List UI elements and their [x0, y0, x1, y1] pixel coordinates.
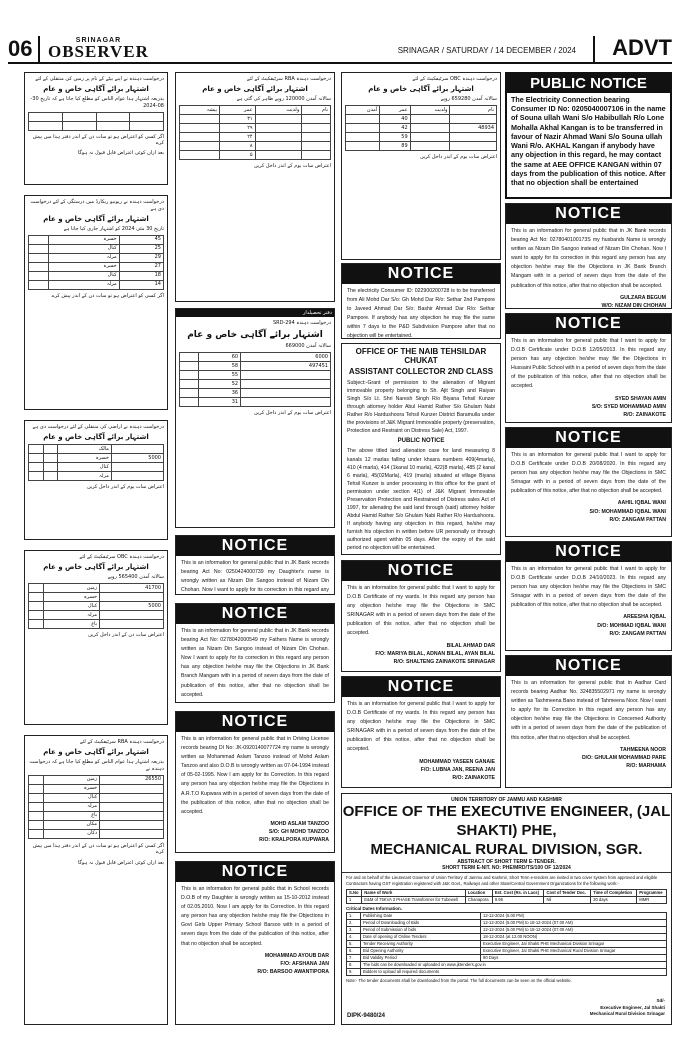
- page-number: 06: [8, 36, 33, 61]
- notice-signature: SYED SHAYAN AMIN: [614, 395, 666, 402]
- notice-ad: [341, 676, 501, 788]
- notice-body: This is an information for general public that I want to apply for D.O.B Certificate of my wards. In this regard any person has any objection he/she may file the Objections in SMC SRINAGAR with in a period of seven days from the date of the publication of this notice, after that no objection shall be accepted.: [347, 701, 495, 753]
- tender-cell: Bid Validity Period: [361, 955, 481, 962]
- notice-body: This is an information for general public that I want to apply for D.O.B Certificate under D.O.B 24/10/2023. In this regard any person has any objection he/she may file the Objections in SMC Srinagar with in a period of seven days from the date of the publication of this notice, after that no objection shall be accepted.: [511, 566, 666, 609]
- tender-col-header: Location: [465, 890, 492, 897]
- tender-title: OFFICE OF THE EXECUTIVE ENGINEER, (JAL SHAKTI) PHE,: [342, 803, 671, 839]
- tender-cell: 3.: [347, 927, 361, 934]
- tender-cell: 6.: [347, 948, 361, 955]
- urdu-ad-heading: اشتہار برائے آگاہی خاص و عام: [43, 747, 149, 756]
- tender-cell: Tender Receiving Authority: [361, 941, 481, 948]
- tender-cell: 18-12-2024 (at 12.00 NOON): [481, 934, 667, 941]
- tender-ad: [341, 793, 672, 1025]
- notice-signature: F/O: MARIYA BILAL, ADNAN BILAL, AYAN BILAL: [375, 650, 495, 657]
- urdu-ad-code: SRD-294: [272, 320, 295, 327]
- header-divider-right: [593, 36, 595, 62]
- tender-intro: For and on behalf of the Lieutenant Governor of Union Territory of Jammu and Kashmir, Short Term e-tenders are invited in two cover system from approved and eligible Contractors having GST registration registered with J&K Govt., Railways and other State/Central Government Organizations for the following work:-: [346, 875, 658, 887]
- urdu-table-cell: 58: [198, 361, 240, 370]
- tender-cell: 7.: [347, 955, 361, 962]
- urdu-table-cell: 26550: [100, 775, 164, 784]
- tender-col-header: Programme: [637, 890, 667, 897]
- notice-signature: D/O: MOHMAD IQBAL WANI: [597, 622, 666, 629]
- tender-division: MECHANICAL RURAL DIVISION, SGR.: [370, 840, 643, 858]
- tender-cell: Publishing Date: [361, 913, 481, 920]
- urdu-ad-heading: اشتہار برائے آگاہی خاص و عام: [202, 84, 308, 93]
- notice-signature: BILAL AHMAD DAR: [446, 642, 495, 649]
- masthead-name: OBSERVER: [48, 42, 149, 61]
- notice-signature: MOHAMMAD YASEEN GANAIE: [419, 758, 495, 765]
- urdu-ad: درخواست دہندہ RBA سرٹیفکیٹ کے لئے اشتہار برائے آگاہی خاص و عام سالانہ آمدن 120000 روپے ظاہر کی گئی ہے نام ولدیت عمر پیشہ ۳۱ ۲۹ ۲۴ ۸ ۵ اعتراض سات یوم کے اندر داخل کریں: [175, 72, 335, 302]
- urdu-table-cell: 31: [198, 397, 240, 406]
- urdu-ad-amount: 669000: [285, 343, 305, 350]
- tender-cell: Executive Engineer, Jal Shakti PHE Mechanical Rural Division Srinagar: [481, 948, 667, 955]
- notice-banner: NOTICE: [176, 862, 334, 882]
- notice-ad: [175, 603, 335, 703]
- urdu-ad: درخواست دہندہ نے ریونیو ریکارڈ میں درستگی کے لئے درخواست دی ہے اشتہار برائے آگاہی خاص و عام تاریخ 30 مئی 2024 کو اشتہار جاری کیا جاتا ہے 45 خسرہ 25 کنال 29 مرلہ 27 خسرہ 18 کنال 14 مرلہ اگر کسی کو اعتراض ہو تو سات دن کے اندر پیش کرے: [24, 195, 168, 410]
- public-notice-title: PUBLIC NOTICE: [507, 74, 670, 93]
- notice-ad: [505, 541, 672, 651]
- tender-sign-line: Mechanical Rural Division Srinagar: [589, 1011, 665, 1017]
- tender-cell: Bidders to upload all required documents: [361, 969, 667, 976]
- urdu-table-cell: 41700: [100, 583, 164, 592]
- notice-ad: [505, 313, 672, 423]
- notice-banner: NOTICE: [176, 536, 334, 556]
- urdu-ad-tag: OBC: [450, 76, 461, 82]
- tender-cell: Date of opening of Online Tenders: [361, 934, 481, 941]
- notice-body: This is an information for general public that I want to apply for D.O.B Certificate under D.O.B 12/05/2013. In this regard any person has any objection he/she may file the Objections in Hussaini Public School with in a period of seven days from the date of the publication of this notice, after that no objection shall be accepted.: [511, 338, 666, 390]
- tender-ut: UNION TERRITORY OF JAMMU AND KASHMIR: [451, 797, 562, 803]
- urdu-ad-tag: OBC: [117, 554, 128, 560]
- tender-col-header: S.No: [347, 890, 362, 897]
- urdu-ad-heading: اشتہار برائے آگاہی خاص و عام: [43, 84, 149, 93]
- notice-body: This is an information for general public that in JK Bank records bearing Act No: 0250424000739 my Daughter's name is wrongly written as Nizam Din Sangoo instead of Nizam Din Chohan. Now I want to apply for its correction in this regard any: [181, 560, 329, 594]
- notice-signature: R/O: MARHAMA: [626, 763, 666, 770]
- urdu-ad: درخواست دہندہ RBA سرٹیفکیٹ کے لئے اشتہار برائے آگاہی خاص و عام بذریعہ اشتہار ہذا عوام الناس کو مطلع کیا جاتا ہے کہ درخواست دہندہ نے 26550 زمین خسرہ کنال مرلہ باغ مکان دکان اگر کسی کو اعتراض ہو تو سات دن کے اندر دفتر ہذا میں پیش کرے بعد ازاں کوئی اعتراض قابل قبول نہ ہوگا: [24, 735, 168, 1025]
- urdu-table-cell: 55: [198, 370, 240, 379]
- urdu-table-cell: 29: [119, 253, 163, 262]
- notice-body: This is an information for general public that in Aadhar Card records bearing Aadhar No. 324835502971 my name is wrongly written as Tashmeena Bano instead of Tahmeena Noor. Now I want to apply for its Correction in this regard any person has any objection he/she may file the Objections in Concerned Authority with in a period of seven days from the date of the publication of this notice, after that no objection shall be accepted.: [511, 680, 666, 741]
- urdu-ad-amount: 659280: [451, 96, 471, 103]
- tender-cell: 9.: [347, 969, 361, 976]
- tender-cell: Executive Engineer, Jal Shakti PHE Mechanical Division Srinagar: [481, 941, 667, 948]
- urdu-table-cell: 497451: [241, 361, 331, 370]
- notice-banner: NOTICE: [506, 656, 671, 676]
- notice-ad: [505, 655, 672, 788]
- urdu-table-cell: 48934: [450, 123, 497, 132]
- urdu-table-cell: 45: [119, 235, 163, 244]
- tender-cell: 12-12-2024 (5.00 PM): [481, 913, 667, 920]
- urdu-table-cell: 52: [198, 379, 240, 388]
- tender-dates-table: [346, 912, 667, 976]
- urdu-ad-heading: اشتہار برائے آگاہی خاص و عام: [43, 562, 149, 571]
- notice-signature: MOHAMMAD AYOUB DAR: [264, 952, 329, 959]
- notice-signature: R/O: ZANGAM PATTAN: [609, 631, 666, 638]
- urdu-table-cell: 42: [380, 123, 410, 132]
- tender-col-header: Time of Completion: [591, 890, 637, 897]
- urdu-table-cell: 40: [380, 114, 410, 123]
- tender-cell: 8.: [347, 962, 361, 969]
- masthead: [8, 34, 672, 64]
- tender-cell: 1.: [347, 913, 361, 920]
- tender-cell: 2.: [347, 920, 361, 927]
- notice-signature: AREESHA IQBAL: [623, 614, 666, 621]
- urdu-ad-heading: اشتہار برائے آگاہی خاص و عام: [368, 84, 474, 93]
- urdu-ad-tag: RBA: [284, 76, 295, 82]
- urdu-table-cell: 14: [119, 280, 163, 289]
- tender-cell: 30 days: [591, 897, 637, 904]
- public-notice-body: The Electricity Connection bearing Consumer ID No: 0205040007106 in the name of Souna ullah Wani S/o Habibullah R/o Lone Mohalla Akhal Kangan is to be transferred in favour of Nazir Ahmad Wani S/o Souna ullah Wani R/o. AKHAL Kangan if anybody have any objection in this regard, he may contact the same at AEE OFFICE KANGAN within 07 days from the publication of this notice. After that no objection shall be entertained: [511, 95, 666, 187]
- notice-signature: R/O: BARSOO AWANTIPORA: [257, 969, 329, 976]
- tender-cell: 12-12-2024 (5.00 PM) to 18-12-2024 (07.00 AM): [481, 927, 667, 934]
- tender-cell: Period of Downloading of Bids: [361, 920, 481, 927]
- tender-sign-line: Executive Engineer, Jal Shakti: [600, 1004, 665, 1010]
- tender-dates-heading: Critical Dates Information.: [346, 906, 403, 911]
- notice-banner: NOTICE: [506, 542, 671, 562]
- urdu-table-cell: 5000: [111, 454, 163, 463]
- notice-body: This is an information for general public that in School records D.O.B of my Daughter is wrongly written as 15-10-2012 instead of 02.05.2010. Now I am apply for its Correction. In this regard any person has any objection he/she may file the Objections in Govt Girls Upper Primary School Barsoo with in a period of seven days from the date of the publication of this notice, after that no objection shall be accepted.: [181, 886, 329, 947]
- notice-signature: S/O: SYED MOHAMMAD AMIN: [591, 403, 666, 410]
- masthead-city: SRINAGAR: [75, 37, 122, 44]
- tender-col-header: Name of Work: [362, 890, 466, 897]
- tender-cell: Period of Submission of bids: [361, 927, 481, 934]
- urdu-ad-heading: اشتہار برائے آگاہی خاص و عام: [43, 432, 149, 441]
- notice-signature: W/O: NIZAM DIN CHOHAN: [601, 302, 666, 309]
- notice-banner: NOTICE: [506, 428, 671, 448]
- urdu-table-cell: 25: [119, 244, 163, 253]
- notice-body: This is an information for general public that in JK Bank records bearing Act No: 0278042000549 my Fathers Name is wrongly written as Nizam Din Sangoo instead of Nizam Din Chohan. Now I want to apply for its correction in this regard any person has any objection he/she may file the Objections in JK Bank Branch Mangam with in a period of seven days from the date of publication of this notice, after that no objection shall be accepted.: [181, 628, 329, 698]
- notice-ad: [341, 263, 501, 339]
- public-notice-ad: [505, 72, 672, 199]
- urdu-table-cell: 59: [380, 132, 410, 141]
- tehsildar-subject: Subject:-Grant of permission to the alienation of Migrant immovable property belonging to Sh. Ajit Singh and Raiyan Singh S/o Lt. Shri Naresh Singh R/o Biyana Tehsil Kunzer through attorney holder Abul Hamid Rather S/o Ghulam Nabi Rather R/o Hardushoora Tehsil Kunzer District Baramulla under the provisions of J&K Migrant Immovable property (preservation, Protection and Restraint on Distress Sale) Act, 1997.: [347, 380, 495, 435]
- tender-sign-line: Sd/-: [656, 997, 665, 1003]
- header-divider: [38, 36, 40, 62]
- tender-nit: SHORT TERM E-NIT. NO: PHE/MRD/TS/100 OF 12/2024: [342, 865, 671, 873]
- tender-cell: 4.: [347, 934, 361, 941]
- tender-cell: 9.95: [492, 897, 544, 904]
- notice-banner: NOTICE: [176, 604, 334, 624]
- urdu-ad: درخواست دہندہ نے اراضی کی منتقلی کے لئے درخواست دی ہے اشتہار برائے آگاہی خاص و عام مالک 5000 خسرہ کنال مرلہ اعتراض سات یوم کے اندر داخل کریں: [24, 420, 168, 540]
- tehsildar-subtitle: ASSISTANT COLLECTOR 2ND CLASS: [348, 367, 494, 376]
- urdu-table-cell: 36: [198, 388, 240, 397]
- notice-banner: NOTICE: [506, 204, 671, 224]
- urdu-ad: درخواست دہندہ نے اپنے بیٹے کے نام پر زمین کی منتقلی کے لئے اشتہار برائے آگاہی خاص و عام بذریعہ اشتہار ہذا عوام الناس کو مطلع کیا جاتا ہے کہ تاریخ 30-08-2024 اگر کسی کو اعتراض ہو تو سات دن کے اندر دفتر ہذا میں پیش کرے بعد ازاں کوئی اعتراض قابل قبول نہ ہوگا: [24, 72, 168, 185]
- tender-col-header: Est. Cost (Rs. in Lacs): [492, 890, 544, 897]
- urdu-table-cell: 89: [380, 141, 410, 150]
- urdu-table-cell: 60: [198, 352, 240, 361]
- notice-signature: R/O: ZANGAM PATTAN: [609, 517, 666, 524]
- brand-logo: [48, 37, 149, 60]
- tender-cell: MMR: [637, 897, 667, 904]
- notice-signature: R/O: SHALTENG ZAINAKOTE SRINAGAR: [393, 659, 495, 666]
- notice-signature: AAHIL IQBAL WANI: [617, 500, 666, 507]
- tender-dipk: DIPK-9480/24: [347, 1013, 386, 1019]
- tender-cell: Bid Opening Authority: [361, 948, 481, 955]
- notice-signature: S/O: MOHAMMAD IQBAL WANI: [589, 508, 666, 515]
- urdu-ad-amount: 120000: [285, 96, 305, 103]
- tehsildar-pn-body: The above titled land alienation case for land measuring 8 kanals 12 marlas falling under khasra numbers 409(4marla), 410 (4 marla), 414 (1kanal 10 marla), 422(8 marla), 485 (2 kanal 6 marla), 45(02Marla), 419 (marla) situated at village Biyana Tehsil Kunzer is under processing in this office for the grant of permission under section 4(1) of J&K Migrant Immovable Preservation Protection and Restrained of Distress sales Act of 1997, for alienating the said land through (said) attorney holder Abdul Hamid Rather S/o Ghulam Nabi Rather R/o Hardushoora. If anybody having any objection in this regard, he/she may furnish his objection in written before UR personally or through authorized agent within 05 days. After the expiry of the said period no objection will be entertained.: [347, 448, 495, 552]
- notice-signature: MOHD ASLAM TANZOO: [270, 820, 329, 827]
- notice-signature: R/O: ZAINAKOTE: [623, 412, 666, 419]
- urdu-ad: درخواست دہندہ OBC سرٹیفکیٹ کے لئے اشتہار برائے آگاہی خاص و عام سالانہ آمدن 565400 روپے 41700 زمین خسرہ 5000 کنال مرلہ باغ اعتراض سات دن کے اندر داخل کریں: [24, 550, 168, 725]
- notice-body: This is an information for general public that in Driving License records bearing DI No: JK-0920140077724 my name is wrongly written as Mohammad Aslam Tanzoo instead of Mohd Aslam Tanzoo and also D.O.B is wrongly written as 07-04-1994 instead of 05-02-1995. Now I am apply for its Correction. In this regard any person has any objection he/she may file the Objections in A.R.T.O Kupwara with in a period of seven days from the date of the publication of this notice, after that no objection shall be accepted.: [181, 736, 329, 815]
- section-title: ADVT: [612, 35, 672, 60]
- urdu-table-cell: 6000: [241, 352, 331, 361]
- notice-ad: [175, 535, 335, 595]
- notice-body: The electricity Consumer ID: 022900200728 is to be transferred from Ali Mohd Dar S/o: Gh Mohd Dar R/o: Sethar 2nd Pampore to Javeed Ahmad Dar S/o: Bashir Ahmad Dar R/o: Sethar Pampore. If anybody has any objection he may file the same within 7 days to the P&D Subdivision Pampore after that no objection will be entertained.: [347, 288, 495, 339]
- notice-body: This is an information for general public that in JK Bank records bearing Act No: 0278040100173S my husbands Name is wrongly written as Nizam Din Sangoo instead of Nizam Din Chohan. Now I want to apply for its correction in this regard any person has any objection he/she may file the Objections in JK Bank Branch Mangam with in a period of seven days from the date of the publication of this notice, after that no objection shall be accepted.: [511, 228, 666, 289]
- tender-cell: 90 Days: [481, 955, 667, 962]
- tender-cell: Chanapora: [465, 897, 492, 904]
- notice-signature: R/O: ZAINAKOTE: [452, 775, 495, 782]
- urdu-strip: دفتر تحصیلدار: [176, 309, 334, 317]
- tender-cell: 1: [347, 897, 362, 904]
- notice-signature: GULZARA BEGUM: [620, 294, 666, 301]
- notice-ad: [505, 427, 672, 537]
- tender-cell: Nil: [544, 897, 591, 904]
- notice-ad: [505, 203, 672, 309]
- urdu-ad-tag: RBA: [117, 739, 128, 745]
- urdu-ad-amount: 565400: [118, 574, 138, 581]
- urdu-ad-heading: اشتہار برائے آگاہی خاص و عام: [43, 214, 149, 223]
- notice-signature: F/O: LUBNA JAN, REENA JAN: [420, 766, 495, 773]
- tender-subtitle: ABSTRACT OF SHORT TERM E-TENDER.: [457, 859, 556, 866]
- notice-signature: TAHMEENA NOOR: [620, 746, 666, 753]
- notice-banner: NOTICE: [342, 677, 500, 697]
- tender-work-table: [346, 889, 667, 904]
- tender-cell: 12-12-2024 (5.00 PM) to 18-12-2024 (07.00 AM): [481, 920, 667, 927]
- notice-banner: NOTICE: [506, 314, 671, 334]
- notice-body: This is an information for general public that I want to apply for D.O.B Certificate under D.O.B 20/08/2020. In this regard any person has any objection he/she may file the Objections in SMC Srinagar with in a period of seven days from the date of the publication of this notice, after that no objection shall be accepted.: [511, 452, 666, 495]
- tender-note: Note:- The tender documents shall be downloaded from the portal. The full documents can be seen on the official website.: [346, 978, 572, 983]
- notice-ad: [341, 560, 501, 672]
- urdu-table-cell: 27: [119, 262, 163, 271]
- tender-cell: 5.: [347, 941, 361, 948]
- notice-ad: [175, 861, 335, 1025]
- notice-banner: NOTICE: [176, 712, 334, 732]
- notice-banner: NOTICE: [342, 561, 500, 581]
- notice-signature: R/O: KRALPORA KUPWARA: [259, 837, 329, 844]
- urdu-table-cell: 18: [119, 271, 163, 280]
- notice-banner: NOTICE: [342, 264, 500, 284]
- tender-col-header: Cost of Tender Doc.: [544, 890, 591, 897]
- tender-cell: E&M of 75KVA 3 PHASE Transformer for Tubewell: [362, 897, 466, 904]
- tender-signature: [590, 998, 665, 1018]
- notice-body: This is an information for general public that I want to apply for D.O.B Certificate of my wards. In this regard any person has any objection he/she may file the Objections in SMC SRINAGAR with in a period of seven days from the date of the publication of this notice, after that no objection shall be accepted.: [347, 585, 495, 637]
- tehsildar-notice: [341, 343, 501, 555]
- tender-cell: The bids can be downloaded or uploaded on www.jktenders.gov.in: [361, 962, 667, 969]
- notice-signature: F/O: AFSHANA JAN: [280, 960, 329, 967]
- notice-ad: [175, 711, 335, 853]
- dateline: SRINAGAR / SATURDAY / 14 DECEMBER / 2024: [397, 46, 576, 55]
- tehsildar-title: OFFICE OF THE NAIB TEHSILDAR CHUKAT: [355, 347, 487, 365]
- urdu-ad-date: 30 مئی 2024: [121, 225, 153, 232]
- tehsildar-pn-heading: PUBLIC NOTICE: [397, 438, 445, 445]
- notice-signature: S/O: GH MOHD TANZOO: [268, 829, 329, 836]
- urdu-ad-heading: اشتہار برائے آگاہی خاص و عام: [187, 330, 323, 340]
- urdu-ad: دفتر تحصیلدار درخواست دہندہ SRD-294 اشتہار برائے آگاہی خاص و عام سالانہ آمدن 669000 6000 60 497451 58 55 52 36 31 اعتراض سات یوم کے اندر داخل کریں: [175, 308, 335, 528]
- urdu-table-cell: 5000: [100, 601, 164, 610]
- urdu-ad-date: 30-08-2024: [30, 96, 164, 109]
- urdu-ad: درخواست دہندہ OBC سرٹیفکیٹ کے لئے اشتہار برائے آگاہی خاص و عام سالانہ آمدن 659280 روپے نام ولدیت عمر آمدن 40 48934 42 59 89 اعتراض سات یوم کے اندر داخل کریں: [341, 72, 501, 260]
- notice-signature: D/O: GHULAM MOHAMMAD PARE: [581, 754, 666, 761]
